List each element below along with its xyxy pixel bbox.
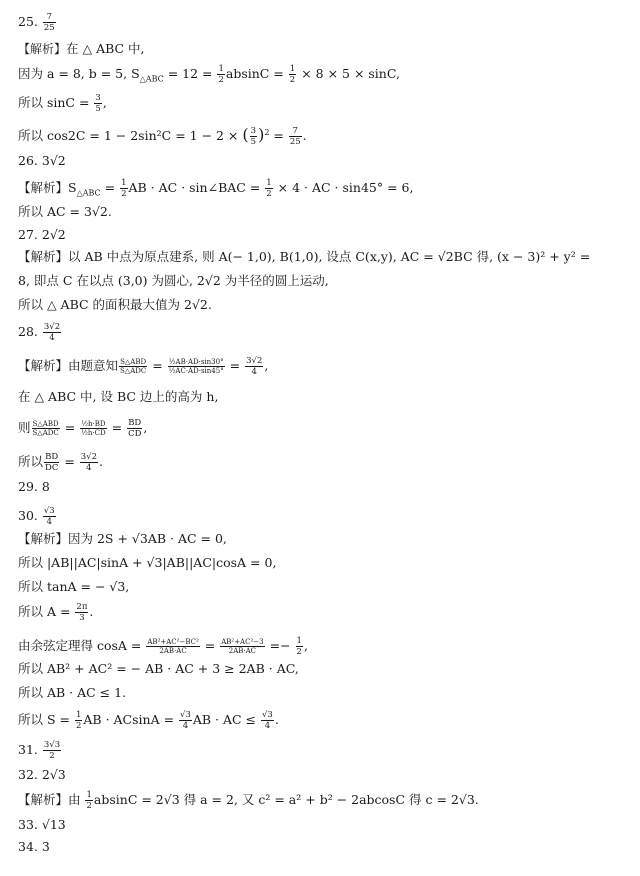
q27-answer: 27. 2√2: [18, 227, 66, 242]
q27-analysis-line-3: 所以 △ ABC 的面积最大值为 2√2.: [18, 297, 212, 312]
q34-answer: 34. 3: [18, 839, 50, 854]
q30-analysis-line-2: 所以 |AB||AC|sinA + √3|AB||AC|cosA = 0,: [18, 555, 277, 570]
q31-answer: 31. $\frac{3√3}{2}$: [18, 740, 61, 761]
q30-analysis-line-7: 所以 AB · AC ≤ 1.: [18, 685, 127, 700]
q30-analysis-line-6: 所以 AB² + AC² = − AB · AC + 3 ≥ 2AB · AC,: [18, 661, 299, 676]
q30-analysis-line-3: 所以 tanA = − √3,: [18, 579, 130, 594]
q25-answer: 25. $\frac{7}{25}$: [18, 12, 55, 33]
q25-analysis-line-1: 【解析】在 △ ABC 中,: [18, 41, 145, 56]
q28-analysis-line-2: 在 △ ABC 中, 设 BC 边上的高为 h,: [18, 389, 219, 404]
q30-analysis-line-4: 所以 A = $\frac{2\pi}{3}$ .: [18, 602, 94, 623]
q25-analysis-line-2: 因为 a = 8, b = 5, $S_{\triangle ABC} = 12$ = $\frac{1}{2}$ absinC = $\frac{1}{2}$ × 8 × 5 × sinC,: [18, 64, 400, 85]
q32-answer: 32. 2√3: [18, 767, 66, 782]
q27-analysis-line-1: 【解析】以 AB 中点为原点建系, 则 A(− 1,0), B(1,0), 设点 C(x,y), AC = √2BC 得, (x − 3)² + y² =: [18, 249, 591, 264]
q28-analysis-line-4: 所以 $\frac{BD}{DC}$ = $\frac{3√2}{4}$ .: [18, 452, 103, 473]
q26-analysis-line-1: 【解析】$S_{\triangle ABC}$ = $\frac{1}{2}$ AB · AC · sin∠BAC = $\frac{1}{2}$ × 4 · AC · sin45° = 6,: [18, 178, 414, 199]
q29-answer: 29. 8: [18, 479, 50, 494]
q25-answer-fraction: $\frac{7}{25}$: [43, 12, 55, 33]
q32-analysis-line-1: 【解析】由 $\frac{1}{2}$ absinC = 2√3 得 a = 2, 又 c² = a² + b² − 2abcosC 得 c = 2√3.: [18, 790, 479, 811]
q25-analysis-line-4: 所以 cos2C = 1 − 2sin²C = 1 − 2 × ( $\frac{3}{5}$ )$^2$ = $\frac{7}{25}$ .: [18, 125, 307, 148]
q27-analysis-line-2: 8, 即点 C 在以点 (3,0) 为圆心, 2√2 为半径的圆上运动,: [18, 273, 329, 288]
q26-answer: 26. 3√2: [18, 153, 66, 168]
q30-answer: 30. $\frac{√3}{4}$: [18, 506, 55, 527]
q26-analysis-line-2: 所以 AC = 3√2.: [18, 204, 112, 219]
q30-analysis-line-1: 【解析】因为 2S + √3AB · AC = 0,: [18, 531, 227, 546]
q25-analysis-line-3: 所以 sinC = $\frac{3}{5}$ ,: [18, 93, 107, 114]
q33-answer: 33. √13: [18, 817, 66, 832]
q28-answer: 28. $\frac{3√2}{4}$: [18, 322, 61, 343]
q30-analysis-line-5: 由余弦定理得 cosA = $\frac{\text{AB²+AC²−BC²}}{2AB\cdot AC}$ = $\frac{\text{AB²+AC²−3}}{2AB\cdot AC}$ =− $\frac{1}{2}$ ,: [18, 636, 308, 657]
q28-analysis-line-3: 则 $\frac{\text{S△ABD}}{\text{S△ADC}}$ = $\frac{\text{½h·BD}}{\text{½h·CD}}$ = $\frac{BD}{CD}$ ,: [18, 418, 148, 439]
q30-analysis-line-8: 所以 S = $\frac{1}{2}$ AB · ACsinA = $\frac{√3}{4}$ AB · AC ≤ $\frac{√3}{4}$ .: [18, 710, 279, 731]
q28-analysis-line-1: 【解析】由题意知 $\frac{\text{S△ABD}}{\text{S△ADC}}$ = $\frac{\text{½AB·AD·sin30°}}{\text{½AC·AD·sin45°}}$ = $\frac{3√2}{4}$ ,: [18, 356, 269, 377]
